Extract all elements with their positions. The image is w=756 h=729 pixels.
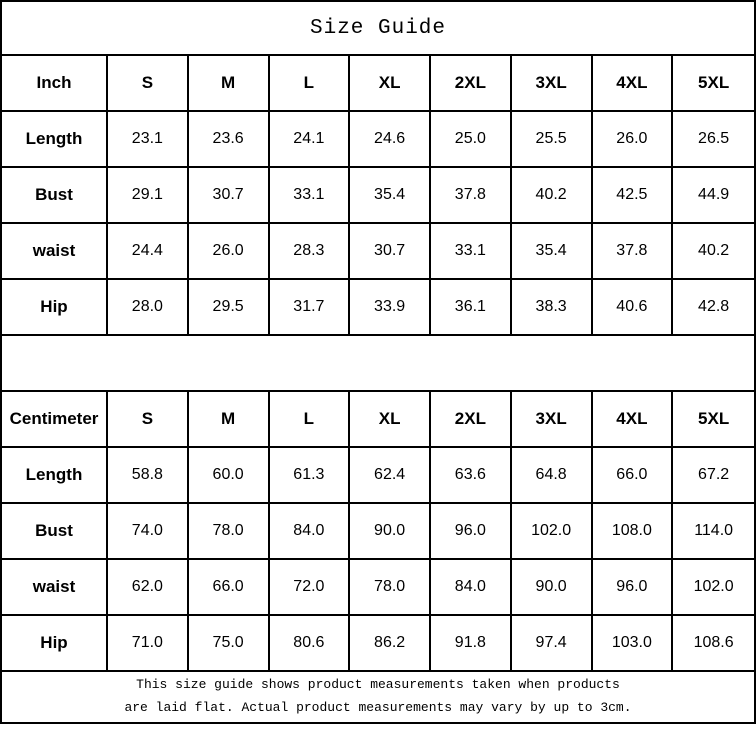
data-cell: 24.6 bbox=[350, 112, 431, 168]
footer-note bbox=[2, 672, 754, 722]
table-gap bbox=[2, 336, 754, 392]
data-cell: 66.0 bbox=[189, 560, 270, 616]
size-header-cell: 3XL bbox=[512, 392, 593, 448]
data-cell: 33.9 bbox=[350, 280, 431, 336]
data-cell: 102.0 bbox=[512, 504, 593, 560]
data-cell: 62.0 bbox=[108, 560, 189, 616]
data-cell: 24.4 bbox=[108, 224, 189, 280]
data-cell: 42.5 bbox=[593, 168, 674, 224]
row-label: Bust bbox=[2, 504, 108, 560]
data-cell: 24.1 bbox=[270, 112, 351, 168]
data-cell: 33.1 bbox=[431, 224, 512, 280]
size-header-cell: S bbox=[108, 392, 189, 448]
inch-table bbox=[2, 56, 754, 336]
size-header-cell: L bbox=[270, 392, 351, 448]
data-cell: 60.0 bbox=[189, 448, 270, 504]
data-cell: 84.0 bbox=[431, 560, 512, 616]
data-cell: 102.0 bbox=[673, 560, 754, 616]
data-cell: 78.0 bbox=[350, 560, 431, 616]
data-cell: 37.8 bbox=[593, 224, 674, 280]
data-cell: 108.6 bbox=[673, 616, 754, 672]
row-label: Length bbox=[2, 112, 108, 168]
data-cell: 31.7 bbox=[270, 280, 351, 336]
data-cell: 29.5 bbox=[189, 280, 270, 336]
row-label: Length bbox=[2, 448, 108, 504]
page-title: Size Guide bbox=[2, 2, 754, 56]
unit-header-cell: Centimeter bbox=[2, 392, 108, 448]
size-header-cell: M bbox=[189, 56, 270, 112]
size-header-cell: XL bbox=[350, 392, 431, 448]
data-cell: 30.7 bbox=[189, 168, 270, 224]
data-cell: 36.1 bbox=[431, 280, 512, 336]
data-cell: 30.7 bbox=[350, 224, 431, 280]
data-cell: 58.8 bbox=[108, 448, 189, 504]
data-cell: 64.8 bbox=[512, 448, 593, 504]
size-header-cell: 4XL bbox=[593, 392, 674, 448]
data-cell: 40.2 bbox=[673, 224, 754, 280]
data-cell: 44.9 bbox=[673, 168, 754, 224]
data-cell: 71.0 bbox=[108, 616, 189, 672]
data-cell: 40.6 bbox=[593, 280, 674, 336]
data-cell: 67.2 bbox=[673, 448, 754, 504]
data-cell: 63.6 bbox=[431, 448, 512, 504]
data-cell: 26.0 bbox=[593, 112, 674, 168]
size-header-cell: L bbox=[270, 56, 351, 112]
data-cell: 72.0 bbox=[270, 560, 351, 616]
data-cell: 38.3 bbox=[512, 280, 593, 336]
size-header-cell: XL bbox=[350, 56, 431, 112]
data-cell: 75.0 bbox=[189, 616, 270, 672]
footer-line-1: This size guide shows product measurements taken when products bbox=[136, 677, 620, 693]
centimeter-table bbox=[2, 392, 754, 672]
size-header-cell: 2XL bbox=[431, 392, 512, 448]
data-cell: 33.1 bbox=[270, 168, 351, 224]
row-label: Bust bbox=[2, 168, 108, 224]
data-cell: 103.0 bbox=[593, 616, 674, 672]
size-header-cell: 5XL bbox=[673, 56, 754, 112]
data-cell: 90.0 bbox=[350, 504, 431, 560]
data-cell: 25.0 bbox=[431, 112, 512, 168]
data-cell: 61.3 bbox=[270, 448, 351, 504]
data-cell: 40.2 bbox=[512, 168, 593, 224]
unit-header-cell: Inch bbox=[2, 56, 108, 112]
data-cell: 37.8 bbox=[431, 168, 512, 224]
row-label: waist bbox=[2, 224, 108, 280]
data-cell: 96.0 bbox=[431, 504, 512, 560]
size-header-cell: M bbox=[189, 392, 270, 448]
data-cell: 35.4 bbox=[350, 168, 431, 224]
row-label: Hip bbox=[2, 616, 108, 672]
size-header-cell: S bbox=[108, 56, 189, 112]
size-header-cell: 3XL bbox=[512, 56, 593, 112]
data-cell: 28.3 bbox=[270, 224, 351, 280]
size-header-cell: 5XL bbox=[673, 392, 754, 448]
data-cell: 26.5 bbox=[673, 112, 754, 168]
data-cell: 26.0 bbox=[189, 224, 270, 280]
data-cell: 86.2 bbox=[350, 616, 431, 672]
size-header-cell: 4XL bbox=[593, 56, 674, 112]
data-cell: 66.0 bbox=[593, 448, 674, 504]
data-cell: 74.0 bbox=[108, 504, 189, 560]
data-cell: 78.0 bbox=[189, 504, 270, 560]
data-cell: 114.0 bbox=[673, 504, 754, 560]
data-cell: 96.0 bbox=[593, 560, 674, 616]
data-cell: 28.0 bbox=[108, 280, 189, 336]
data-cell: 23.6 bbox=[189, 112, 270, 168]
data-cell: 25.5 bbox=[512, 112, 593, 168]
data-cell: 90.0 bbox=[512, 560, 593, 616]
data-cell: 108.0 bbox=[593, 504, 674, 560]
data-cell: 80.6 bbox=[270, 616, 351, 672]
data-cell: 42.8 bbox=[673, 280, 754, 336]
data-cell: 97.4 bbox=[512, 616, 593, 672]
data-cell: 84.0 bbox=[270, 504, 351, 560]
data-cell: 23.1 bbox=[108, 112, 189, 168]
row-label: waist bbox=[2, 560, 108, 616]
footer-line-2: are laid flat. Actual product measurements may vary by up to 3cm. bbox=[124, 700, 632, 715]
data-cell: 62.4 bbox=[350, 448, 431, 504]
size-header-cell: 2XL bbox=[431, 56, 512, 112]
data-cell: 35.4 bbox=[512, 224, 593, 280]
row-label: Hip bbox=[2, 280, 108, 336]
data-cell: 29.1 bbox=[108, 168, 189, 224]
data-cell: 91.8 bbox=[431, 616, 512, 672]
